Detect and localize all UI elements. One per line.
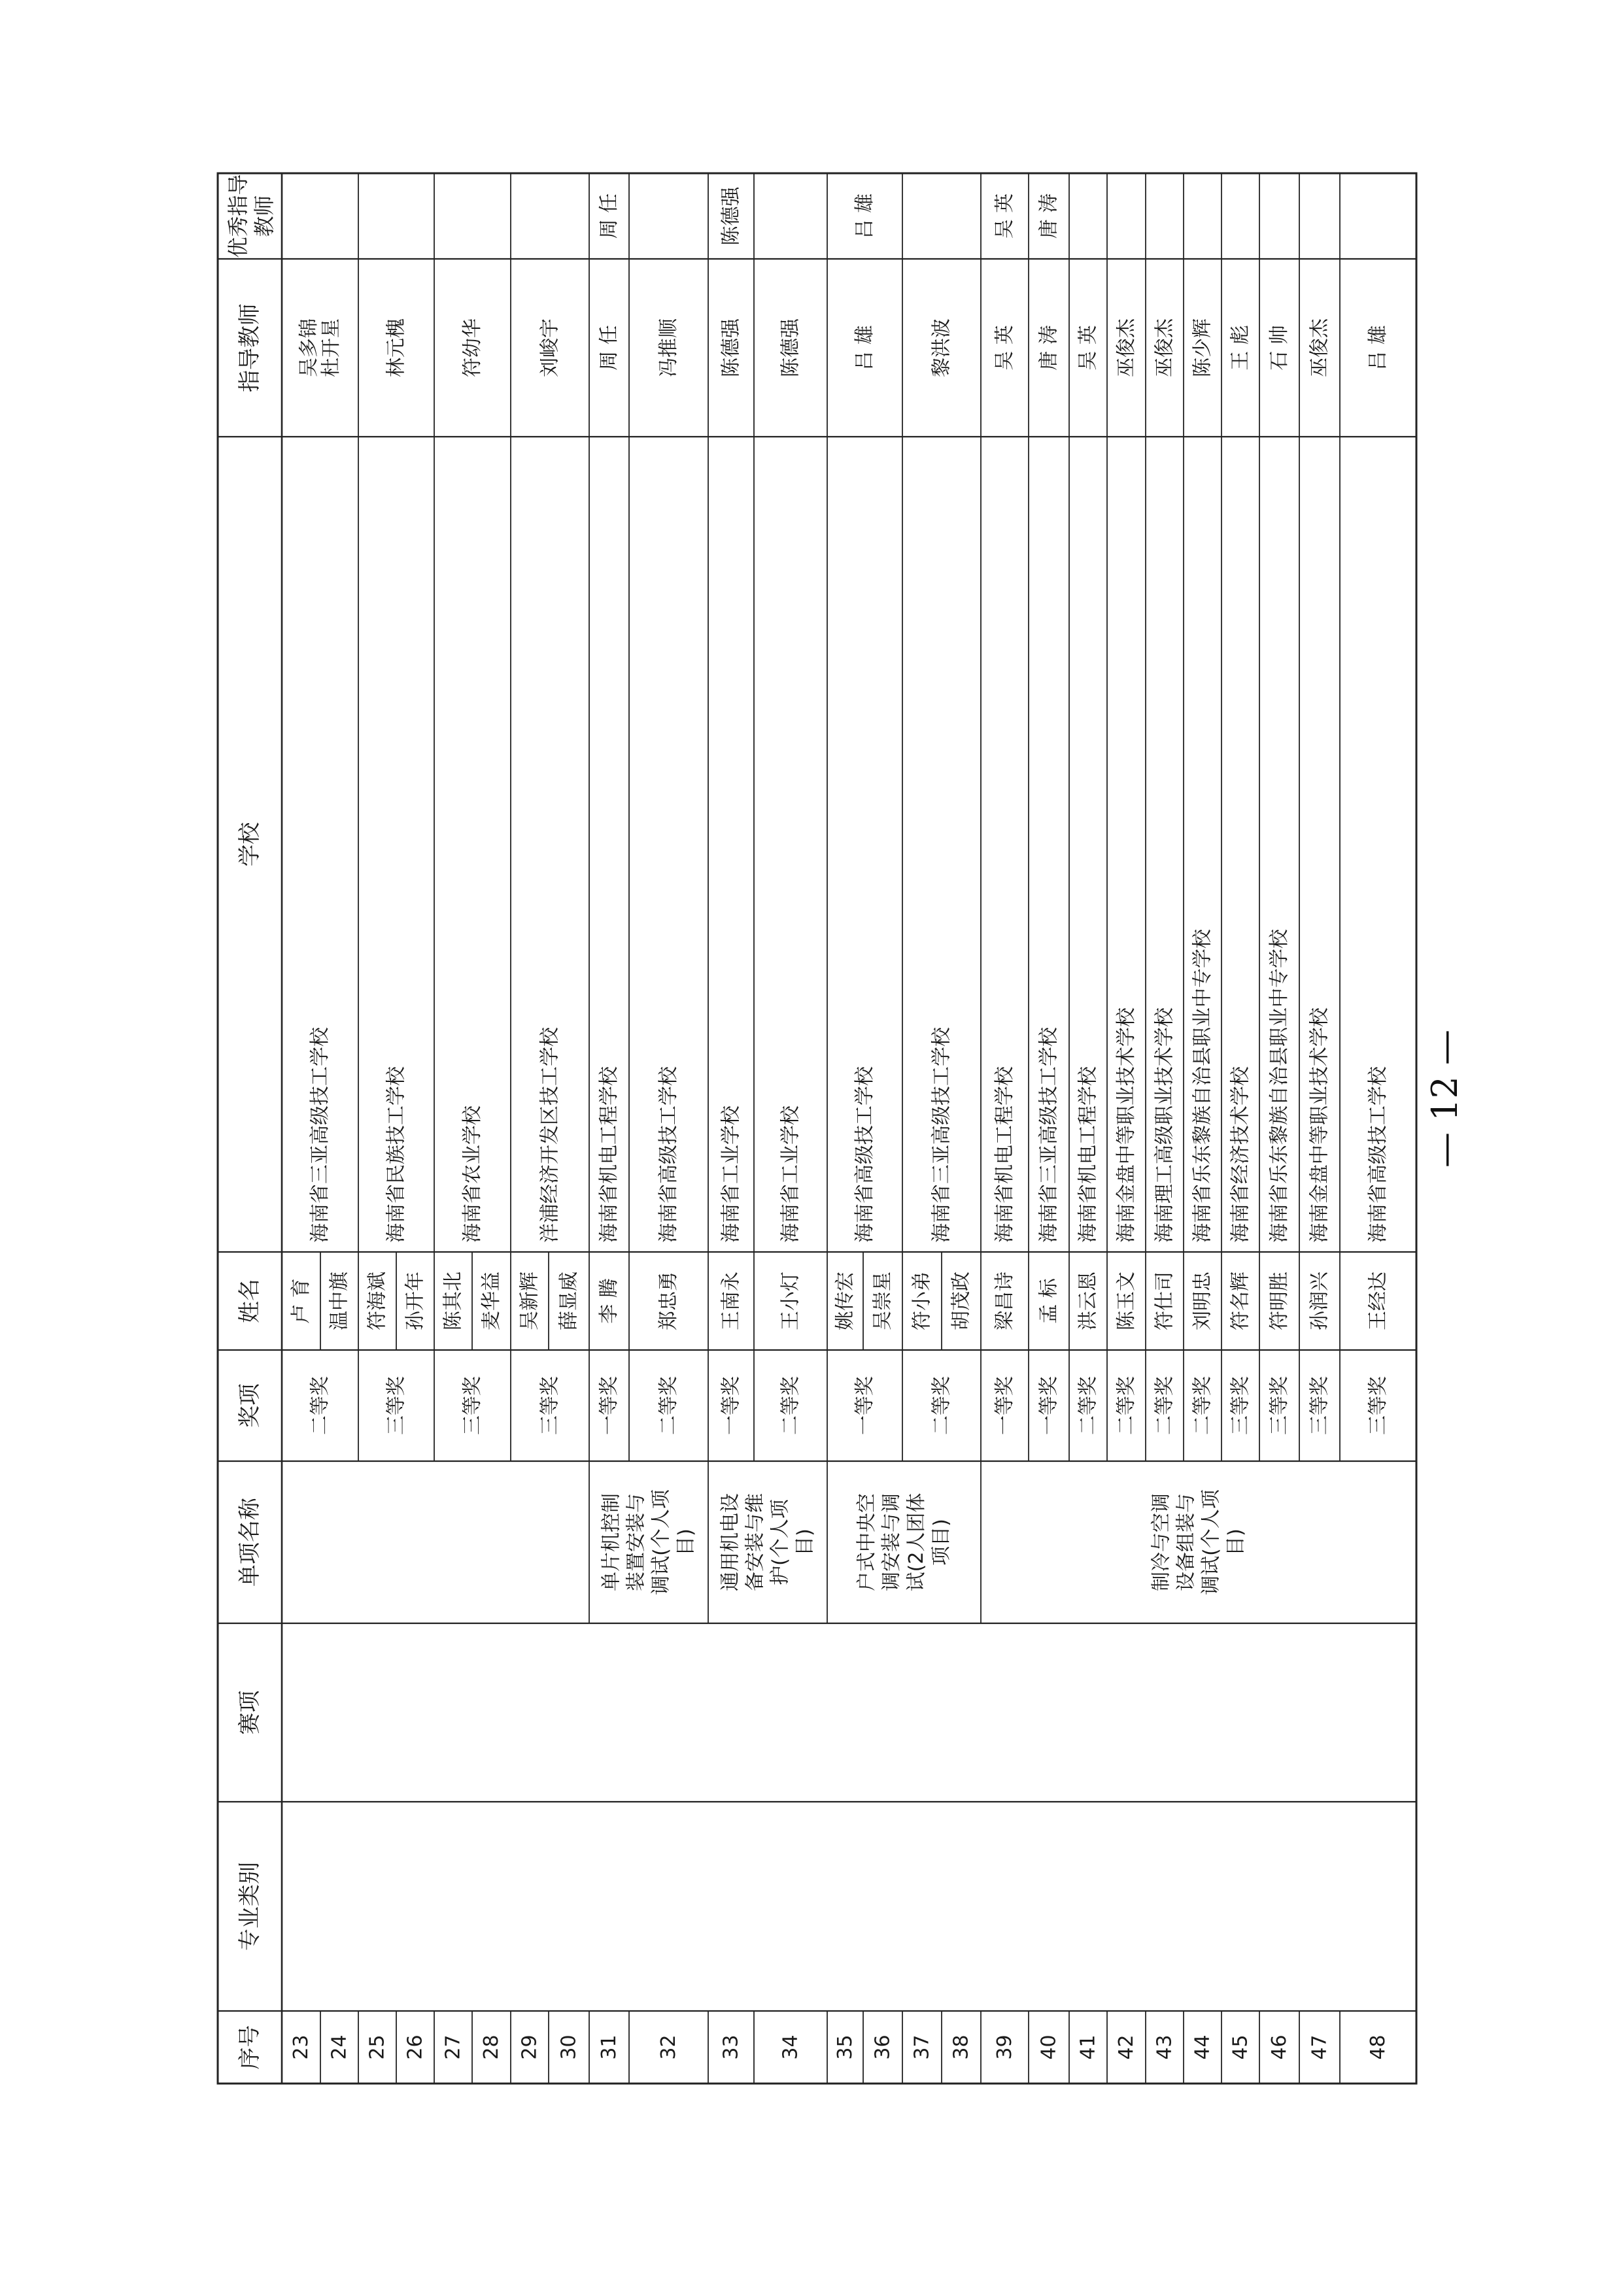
item-name-line: 装置安装与 xyxy=(624,1493,648,1591)
name-cell: 王南永 xyxy=(719,1272,743,1330)
school-cell: 海南省高级技工学校 xyxy=(853,1066,876,1243)
seq-cell: 26 xyxy=(403,2034,427,2060)
item-name-line: 项目) xyxy=(930,1519,953,1566)
name-cell: 符海斌 xyxy=(366,1272,389,1330)
seq-cell: 32 xyxy=(657,2034,680,2060)
coach-cell: 陈少辉 xyxy=(1191,318,1214,377)
header-category: 专业类别 xyxy=(237,1862,263,1951)
name-cell: 符小弟 xyxy=(910,1272,934,1330)
seq-cell: 45 xyxy=(1229,2034,1252,2060)
school-cell: 海南理工高级职业技术学校 xyxy=(1153,1007,1176,1243)
award-cell: 一等奖 xyxy=(598,1376,621,1435)
name-cell: 孟 标 xyxy=(1037,1278,1061,1324)
item-name-line: 制冷与空调 xyxy=(1150,1493,1173,1591)
coach-cell: 巫俊杰 xyxy=(1153,318,1176,377)
school-cell: 海南金盘中等职业技术学校 xyxy=(1308,1007,1331,1243)
excellent-coach-cell: 周 任 xyxy=(598,193,621,239)
coach-cell: 吕 雄 xyxy=(853,325,876,371)
coach-cell: 石 帅 xyxy=(1268,325,1291,371)
item-name-line: 试(2人团体 xyxy=(905,1493,928,1592)
seq-cell: 27 xyxy=(441,2034,465,2060)
seq-cell: 25 xyxy=(366,2034,389,2060)
seq-cell: 23 xyxy=(290,2034,313,2060)
item-name-line: 护(个人项 xyxy=(768,1499,792,1585)
coach-cell: 巫俊杰 xyxy=(1308,318,1331,377)
item-name-line: 设备组装与 xyxy=(1174,1493,1198,1591)
item-name-line: 调试(个人项 xyxy=(649,1489,673,1595)
name-cell: 胡茂政 xyxy=(949,1272,973,1330)
seq-cell: 34 xyxy=(779,2034,802,2060)
name-cell: 卢 育 xyxy=(290,1278,313,1324)
header-event: 赛项 xyxy=(237,1690,263,1735)
name-cell: 陈其北 xyxy=(441,1272,465,1330)
name-cell: 陈玉文 xyxy=(1115,1272,1138,1330)
coach-cell: 王 彪 xyxy=(1229,325,1252,371)
header-seq: 序号 xyxy=(237,2025,263,2070)
award-cell: 二等奖 xyxy=(1115,1376,1138,1435)
award-cell: 三等奖 xyxy=(538,1376,562,1435)
excellent-coach-cell: 吕 雄 xyxy=(853,193,876,239)
coach-cell: 林元槐 xyxy=(384,318,408,377)
school-cell: 海南省经济技术学校 xyxy=(1229,1066,1252,1243)
name-cell: 符名辉 xyxy=(1229,1272,1252,1330)
header-excellent-line2: 教师 xyxy=(252,195,277,237)
coach-cell: 杜开星 xyxy=(320,318,343,377)
name-cell: 吴崇星 xyxy=(871,1272,895,1330)
seq-cell: 47 xyxy=(1308,2034,1331,2060)
seq-cell: 44 xyxy=(1191,2034,1214,2060)
name-cell: 孙润兴 xyxy=(1308,1272,1331,1330)
coach-cell: 符幼华 xyxy=(461,318,484,377)
award-cell: 三等奖 xyxy=(461,1376,484,1435)
name-cell: 姚传宏 xyxy=(834,1272,857,1330)
item-name-line: 通用机电设 xyxy=(719,1493,742,1591)
school-cell: 海南省三亚高级技工学校 xyxy=(309,1027,332,1243)
name-cell: 李 腾 xyxy=(598,1278,621,1324)
award-cell: 一等奖 xyxy=(719,1376,743,1435)
school-cell: 海南省工业学校 xyxy=(719,1106,743,1243)
seq-cell: 28 xyxy=(480,2034,503,2060)
award-cell: 一等奖 xyxy=(853,1376,876,1435)
name-cell: 温中旗 xyxy=(328,1272,351,1330)
award-cell: 二等奖 xyxy=(1191,1376,1214,1435)
header-name: 姓名 xyxy=(237,1279,263,1323)
seq-cell: 33 xyxy=(719,2034,743,2060)
name-cell: 洪云恩 xyxy=(1076,1272,1100,1330)
award-cell: 二等奖 xyxy=(657,1376,680,1435)
award-cell: 三等奖 xyxy=(1268,1376,1291,1435)
seq-cell: 37 xyxy=(910,2034,934,2060)
coach-cell: 巫俊杰 xyxy=(1115,318,1138,377)
name-cell: 符明胜 xyxy=(1268,1272,1291,1330)
seq-cell: 30 xyxy=(557,2034,581,2060)
coach-cell: 陈德强 xyxy=(719,318,743,377)
seq-cell: 38 xyxy=(949,2034,973,2060)
seq-cell: 31 xyxy=(598,2034,621,2060)
coach-cell: 刘峻宇 xyxy=(538,318,562,377)
header-coach: 指导教师 xyxy=(237,303,263,392)
school-cell: 海南省乐东黎族自治县职业中专学校 xyxy=(1268,929,1291,1243)
school-cell: 海南省机电工程学校 xyxy=(598,1066,621,1243)
name-cell: 郑忠勇 xyxy=(657,1272,680,1330)
school-cell: 海南省高级技工学校 xyxy=(1367,1066,1390,1243)
coach-cell: 吕 雄 xyxy=(1367,325,1390,371)
name-cell: 孙开年 xyxy=(403,1272,427,1330)
seq-cell: 48 xyxy=(1367,2034,1390,2060)
excellent-coach-cell: 陈德强 xyxy=(719,186,743,246)
coach-cell: 吴 英 xyxy=(993,325,1016,371)
name-cell: 薛显威 xyxy=(557,1272,581,1330)
award-cell: 二等奖 xyxy=(1153,1376,1176,1435)
coach-cell: 吴 英 xyxy=(1076,325,1100,371)
school-cell: 海南省机电工程学校 xyxy=(1076,1066,1100,1243)
name-cell: 王经达 xyxy=(1367,1272,1390,1330)
seq-cell: 42 xyxy=(1115,2034,1138,2060)
item-name-line: 目) xyxy=(1224,1528,1248,1556)
name-cell: 麦华益 xyxy=(480,1272,503,1330)
item-name-line: 备安装与维 xyxy=(743,1493,767,1591)
header-excellent-line1: 优秀指导 xyxy=(226,174,250,258)
seq-cell: 29 xyxy=(518,2034,541,2060)
header-award: 奖项 xyxy=(237,1383,263,1428)
school-cell: 海南省三亚高级技工学校 xyxy=(1037,1027,1061,1243)
school-cell: 海南省三亚高级技工学校 xyxy=(930,1027,953,1243)
excellent-coach-cell: 吴 英 xyxy=(993,193,1016,239)
page-number xyxy=(1426,1013,1465,1183)
school-cell: 海南省民族技工学校 xyxy=(384,1066,408,1243)
item-name-line: 调安装与调 xyxy=(880,1493,903,1591)
seq-cell: 36 xyxy=(871,2034,895,2060)
coach-cell: 陈德强 xyxy=(779,318,802,377)
name-cell: 符仕司 xyxy=(1153,1272,1176,1330)
seq-cell: 43 xyxy=(1153,2034,1176,2060)
name-cell: 吴新辉 xyxy=(518,1272,541,1330)
award-cell: 二等奖 xyxy=(779,1376,802,1435)
award-cell: 三等奖 xyxy=(1229,1376,1252,1435)
item-name-line: 目) xyxy=(793,1528,817,1556)
coach-cell: 吴多锦 xyxy=(298,318,320,377)
name-cell: 王小灯 xyxy=(779,1272,802,1330)
school-cell: 洋浦经济开发区技工学校 xyxy=(538,1027,562,1243)
school-cell: 海南省机电工程学校 xyxy=(993,1066,1016,1243)
excellent-coach-cell: 唐 涛 xyxy=(1037,193,1061,239)
header-school: 学校 xyxy=(237,822,263,867)
award-cell: 二等奖 xyxy=(930,1376,953,1435)
seq-cell: 39 xyxy=(993,2034,1016,2060)
seq-cell: 35 xyxy=(834,2034,857,2060)
name-cell: 梁昌诗 xyxy=(993,1272,1016,1330)
seq-cell: 40 xyxy=(1037,2034,1061,2060)
header-item: 单项名称 xyxy=(237,1498,263,1587)
item-name-line: 调试(个人项 xyxy=(1199,1489,1223,1595)
award-cell: 三等奖 xyxy=(1308,1376,1331,1435)
school-cell: 海南省高级技工学校 xyxy=(657,1066,680,1243)
item-name-line: 户式中央空 xyxy=(855,1493,878,1591)
award-cell: 二等奖 xyxy=(309,1376,332,1435)
item-name-line: 目) xyxy=(674,1528,698,1556)
school-cell: 海南金盘中等职业技术学校 xyxy=(1115,1007,1138,1243)
seq-cell: 41 xyxy=(1076,2034,1100,2060)
award-cell: 三等奖 xyxy=(1367,1376,1390,1435)
seq-cell: 24 xyxy=(328,2034,351,2060)
school-cell: 海南省乐东黎族自治县职业中专学校 xyxy=(1191,929,1214,1243)
name-cell: 刘明忠 xyxy=(1191,1272,1214,1330)
item-name-line: 单片机控制 xyxy=(600,1493,623,1591)
seq-cell: 46 xyxy=(1268,2034,1291,2060)
award-cell: 一等奖 xyxy=(993,1376,1016,1435)
award-cell: 三等奖 xyxy=(384,1376,408,1435)
school-cell: 海南省农业学校 xyxy=(461,1106,484,1243)
coach-cell: 冯推顺 xyxy=(657,318,680,377)
award-cell: 一等奖 xyxy=(1037,1376,1061,1435)
page-number-text: — 12 — xyxy=(1424,1029,1466,1168)
coach-cell: 黎洪波 xyxy=(930,318,953,377)
coach-cell: 唐 涛 xyxy=(1037,325,1061,371)
award-cell: 二等奖 xyxy=(1076,1376,1100,1435)
school-cell: 海南省工业学校 xyxy=(779,1106,802,1243)
coach-cell: 周 任 xyxy=(598,325,621,371)
